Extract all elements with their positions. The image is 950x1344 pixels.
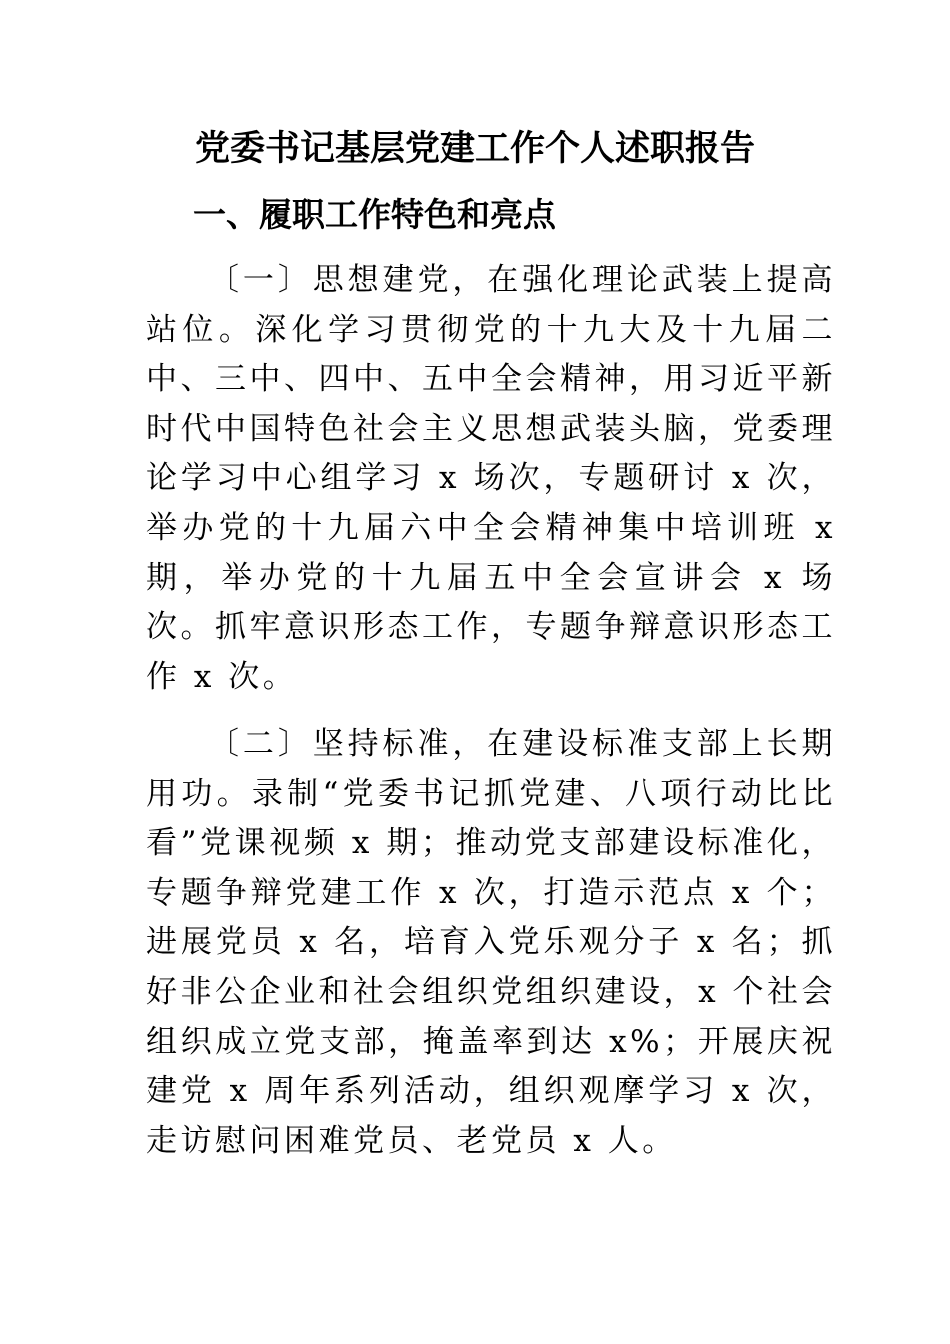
paragraph-1: 〔一〕思想建党，在强化理论武装上提高站位。深化学习贯彻党的十九大及十九届二中、三中、四中、五中全会精神，用习近平新时代中国特色社会主义思想武装头脑，党委理论学习中心组学习 x 场次，专题研讨 x 次，举办党的十九届六中全会精神集中培训班 x 期，举办党的十九届五中全会宣讲会 x 场次。抓牢意识形态工作，专题争辩意识形态工作 x 次。 — [146, 262, 836, 695]
document-title: 党委书记基层党建工作个人述职报告 — [194, 128, 755, 169]
paragraph-2: 〔二〕坚持标准，在建设标准支部上长期用功。录制“党委书记抓党建、八项行动比比看”党课视频 x 期；推动党支部建设标准化，专题争辩党建工作 x 次，打造示范点 x 个；进展党员 x 名，培育入党乐观分子 x 名；抓好非公企业和社会组织党组织建设，x 个社会组织成立党支部，掩盖率到达 x%；开展庆祝建党 x 周年系列活动，组织观摩学习 x 次，走访慰问困难党员、老党员 x 人。 — [146, 726, 836, 1159]
section-heading: 一、履职工作特色和亮点 — [193, 195, 556, 234]
